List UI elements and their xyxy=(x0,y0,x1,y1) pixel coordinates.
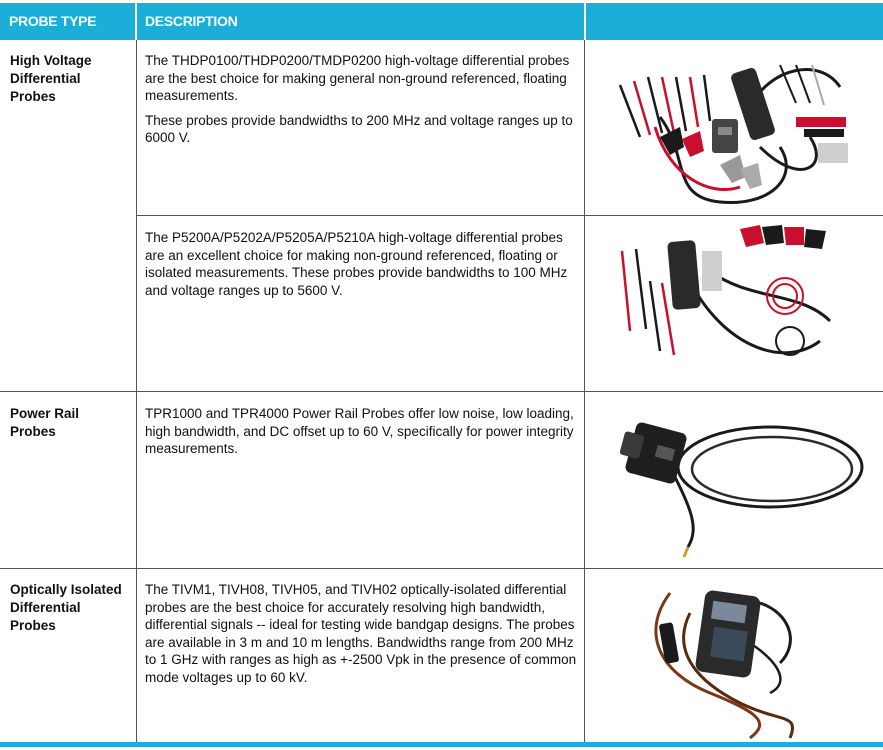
row-divider xyxy=(0,568,883,569)
description-power-rail xyxy=(145,405,580,465)
header-divider xyxy=(584,3,586,40)
description-paragraph: The THDP0100/THDP0200/TMDP0200 high-voltage differential probes are the best choice for making general non-ground referenced, floating measurements. xyxy=(145,53,570,103)
probe-type-line: Power Rail Probes xyxy=(10,406,80,439)
description-paragraph: These probes provide bandwidths to 200 MHz and voltage ranges up to 6000 V. xyxy=(145,112,573,145)
probe-type-line: Differential xyxy=(10,71,81,86)
table-bottom-bar xyxy=(0,742,883,747)
row-divider xyxy=(136,215,883,216)
description-high-voltage-thdp xyxy=(145,52,580,154)
description-paragraph: The TIVM1, TIVH08, TIVH05, and TIVH02 optically-isolated differential probes are the best choice for accurately resolving high bandwidth, differential signals -- ideal for testing wide bandgap designs. The probes are available in 3 m and 10 m lengths. Bandwidths range from 200 MHz to 1 GHz with ranges as high as +-2500 Vpk in the presence of common mode voltages up to 60 kV. xyxy=(145,582,577,685)
probe-type-power-rail xyxy=(10,405,128,441)
description-paragraph: The P5200A/P5202A/P5205A/P5210A high-voltage differential probes are an excellent choice for making non-ground referenced, floating or isolated measurements. These probes provide bandwidths to 100 MHz and voltage ranges up to 5600 V. xyxy=(145,230,568,298)
probe-type-line: Probes xyxy=(10,89,56,104)
probe-type-high-voltage xyxy=(10,52,128,106)
power-rail-probe-image xyxy=(600,397,876,561)
description-high-voltage-p5200 xyxy=(145,229,580,306)
optically-isolated-probe-image xyxy=(600,573,876,741)
header-description: DESCRIPTION xyxy=(145,13,238,29)
p5200a-probe-kit-image xyxy=(600,221,876,385)
high-voltage-differential-probe-kit-image xyxy=(600,47,876,209)
probe-type-line: Optically Isolated xyxy=(10,582,122,597)
probe-type-optically-isolated xyxy=(10,581,128,635)
row-divider xyxy=(0,391,883,392)
header-probe-type: PROBE TYPE xyxy=(9,13,97,29)
probe-type-line: Differential xyxy=(10,600,81,615)
header-divider xyxy=(135,3,137,40)
table-header xyxy=(0,3,883,40)
description-paragraph: TPR1000 and TPR4000 Power Rail Probes offer low noise, low loading, high bandwidth, and DC offset up to 60 V, specifically for power integrity measurements. xyxy=(145,406,574,456)
probe-type-line: High Voltage xyxy=(10,53,92,68)
probe-type-line: Probes xyxy=(10,618,56,633)
description-optically-isolated xyxy=(145,581,580,693)
